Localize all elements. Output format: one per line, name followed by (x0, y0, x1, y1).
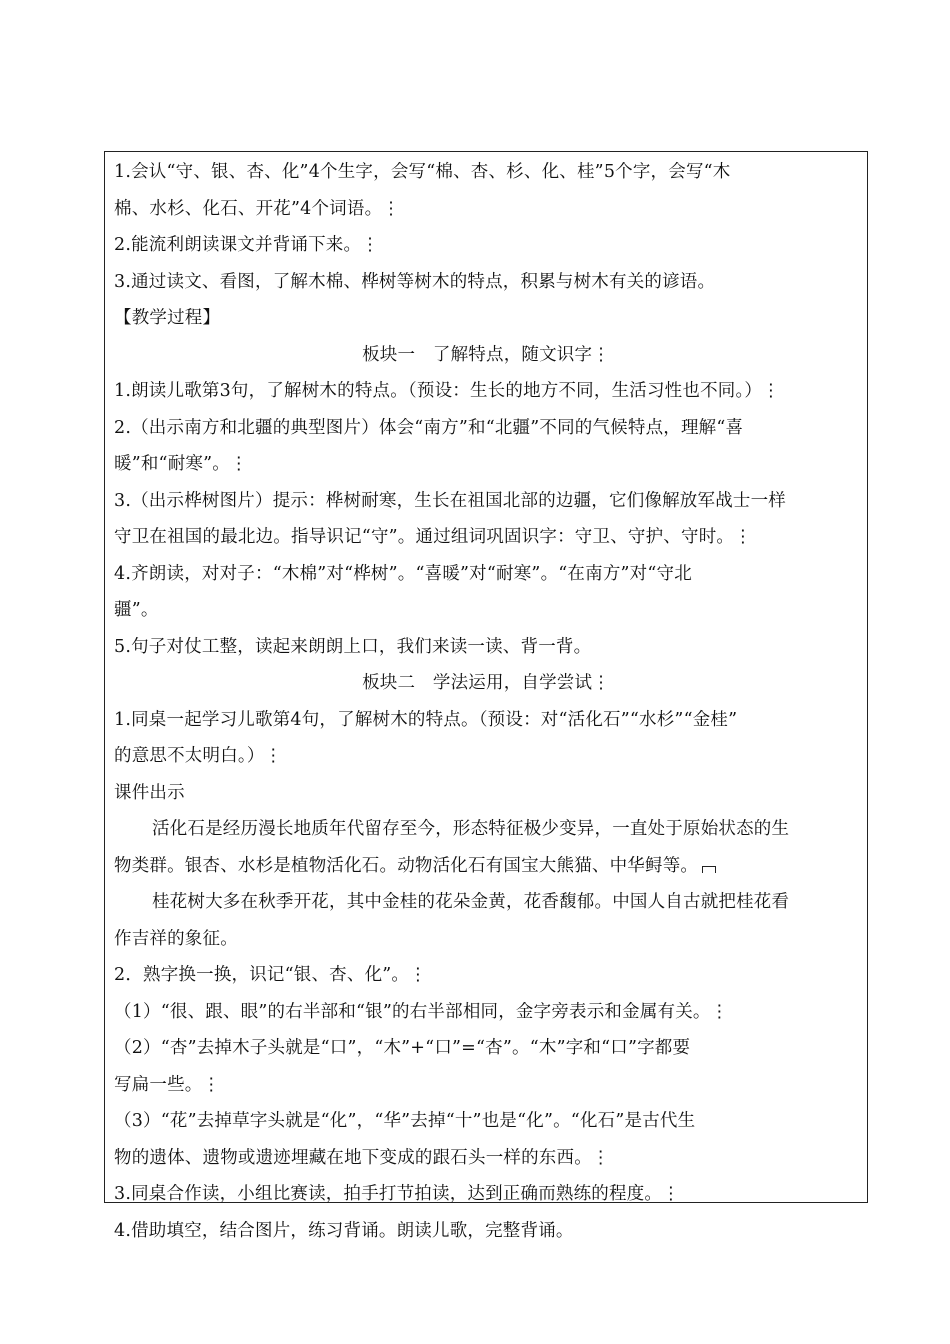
section2-line: 写扁一些。⋮ (114, 1074, 221, 1095)
process-heading: 【教学过程】 (114, 308, 221, 328)
section1-line: 2.（出示南方和北疆的典型图片）体会“南方”和“北疆”不同的气候特点，理解“喜 (114, 417, 744, 438)
fossil-paragraph-line (114, 848, 858, 885)
edit-mark-icon (702, 866, 716, 873)
fossil-paragraph-text: 物类群。银杏、水杉是植物活化石。动物活化石有国宝大熊猫、中华鲟等。 (114, 855, 699, 876)
section2-title: 板块二 学法运用，自学尝试⋮ (362, 673, 610, 693)
objective-line: 2.能流利朗读课文并背诵下来。⋮ (114, 235, 379, 255)
osmanthus-paragraph-line: 作吉祥的象征。 (114, 928, 238, 949)
section2-line: （1）“很、跟、眼”的右半部和“银”的右半部相同，金字旁表示和金属有关。⋮ (114, 1001, 729, 1022)
section2-line: （2）“杏”去掉木子头就是“口”，“木”+“口”=“杏”。“木”字和“口”字都要 (114, 1038, 691, 1058)
section1-line: 3.（出示桦树图片）提示：桦树耐寒，生长在祖国北部的边疆，它们像解放军战士一样 (114, 490, 786, 511)
section2-line: 物的遗体、遗物或遗迹埋藏在地下变成的跟石头一样的东西。⋮ (114, 1147, 610, 1168)
section1-line: 1.朗读儿歌第3句，了解树木的特点。（预设：生长的地方不同，生活习性也不同。）⋮ (114, 381, 780, 401)
courseware-label: 课件出示 (114, 782, 185, 803)
section1-line: 5.句子对仗工整，读起来朗朗上口，我们来读一读、背一背。 (114, 636, 592, 657)
objective-line: 1.会认“守、银、杏、化”4个生字，会写“棉、杏、杉、化、桂”5个字，会写“木 (114, 162, 731, 182)
section2-line: 的意思不太明白。）⋮ (114, 746, 283, 766)
section2-line: 3.同桌合作读，小组比赛读，拍手打节拍读，达到正确而熟练的程度。⋮ (114, 1184, 680, 1204)
section1-line: 暖”和“耐寒”。⋮ (114, 454, 248, 474)
objective-line: 3.通过读文、看图，了解木棉、桦树等树木的特点，积累与树木有关的谚语。 (114, 271, 716, 292)
section2-line: （3）“花”去掉草字头就是“化”，“华”去掉“十”也是“化”。“化石”是古代生 (114, 1111, 696, 1131)
osmanthus-paragraph-line: 桂花树大多在秋季开花，其中金桂的花朵金黄，花香馥郁。中国人自古就把桂花看 (152, 892, 790, 912)
section2-line: 2．熟字换一换，识记“银、杏、化”。⋮ (114, 965, 427, 985)
section1-line: 守卫在祖国的最北边。指导识记“守”。通过组词巩固识字：守卫、守护、守时。⋮ (114, 527, 752, 547)
section2-line: 4.借助填空，结合图片，练习背诵。朗读儿歌，完整背诵。 (114, 1220, 574, 1241)
lesson-plan-box (104, 151, 868, 1241)
section1-line: 疆”。 (114, 600, 159, 620)
section2-line: 1.同桌一起学习儿歌第4句，了解树木的特点。（预设：对“活化石”“水杉”“金桂” (114, 709, 738, 730)
section1-line: 4.齐朗读，对对子：“木棉”对“桦树”。“喜暖”对“耐寒”。“在南方”对“守北 (114, 563, 692, 584)
objective-line: 棉、水杉、化石、开花”4个词语。⋮ (114, 198, 400, 219)
fossil-paragraph-line: 活化石是经历漫长地质年代留存至今，形态特征极少变异，一直处于原始状态的生 (152, 819, 790, 839)
section1-title: 板块一 了解特点，随文识字⋮ (362, 344, 610, 365)
